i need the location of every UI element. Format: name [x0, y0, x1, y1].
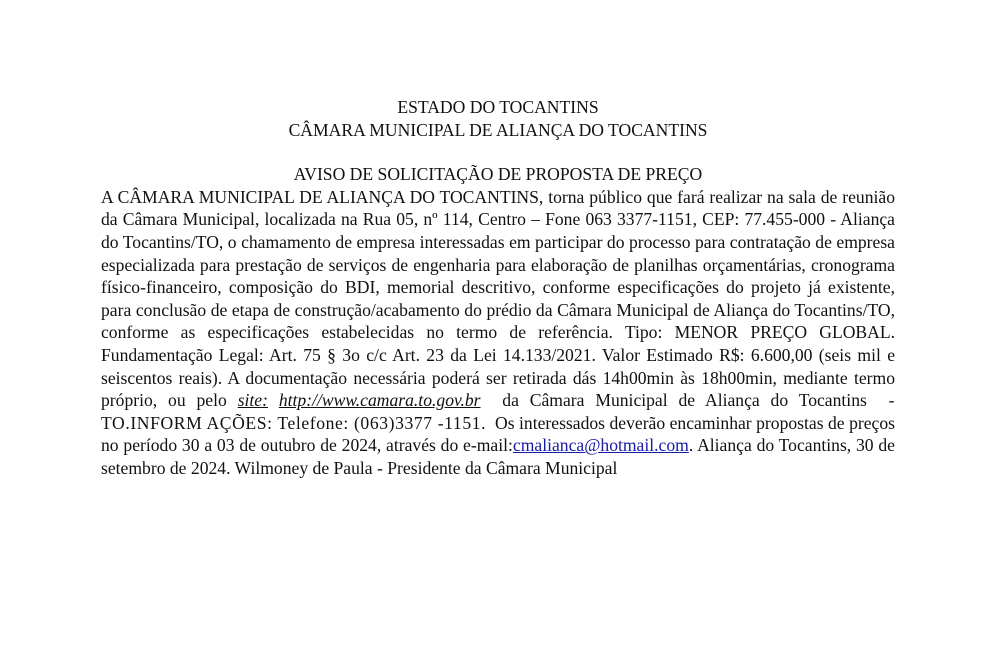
notice-body: [101, 186, 895, 480]
notice-text-part3: - TO.INFORM AÇÕES: Telefone: (063)3377 -1151.: [101, 390, 896, 433]
state-heading: ESTADO DO TOCANTINS: [397, 97, 599, 117]
notice-text-part5: . Aliança do Tocantins, 30 de setembro de 2024. Wilmoney de Paula - Presidente da Câmara Municipal: [101, 435, 895, 478]
spacer: [101, 141, 895, 163]
site-label: site:: [237, 390, 268, 411]
email-link[interactable]: cmalianca@hotmail.com: [512, 435, 689, 456]
chamber-heading: CÂMARA MUNICIPAL DE ALIANÇA DO TOCANTINS: [288, 119, 708, 140]
document-page: [101, 96, 895, 480]
notice-title: AVISO DE SOLICITAÇÃO DE PROPOSTA DE PREÇO: [293, 164, 703, 185]
notice-text-part4: Os interessados deverão encaminhar propostas de preços no período 30 a 03 de outubro de 2024, através do e-mail:: [101, 412, 895, 456]
notice-text-part2: da Câmara Municipal de Aliança do Tocantins: [502, 390, 867, 411]
notice-text-part1: A CÂMARA MUNICIPAL DE ALIANÇA DO TOCANTINS, torna público que fará realizar na sala de reunião da Câmara Municipal, localizada na Rua 05, nº 114, Centro – Fone 063 3377-1151, CEP: 77.455-000 - Aliança do Tocantins/TO, o chamamento de empresa interessadas em participar do processo para contratação de empresa especializada para prestação de serviços de engenharia para elaboração de planilhas orçamentárias, cronograma físico-financeiro, composição do BDI, memorial descritivo, conforme especificações do projeto já existente, para conclusão de etapa de construção/acabamento do prédio da Câmara Municipal de Aliança do Tocantins/TO, conforme as especificações estabelecidas no termo de referência. Tipo: MENOR PREÇO GLOBAL. Fundamentação Legal: Art. 75 § 3o c/c Art. 23 da Lei 14.133/2021. Valor Estimado R$: 6.600,00 (seis mil e seiscentos reais). A documentação necessária poderá ser retirada dás 14h00min às 18h00min, mediante termo próprio, ou pelo: [101, 186, 895, 411]
site-link[interactable]: http://www.camara.to.gov.br: [278, 390, 481, 411]
